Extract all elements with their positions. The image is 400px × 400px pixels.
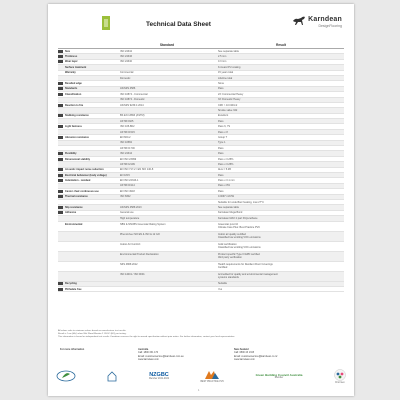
row-result-line: Greenstar post 10 — [218, 222, 239, 226]
row-standard: Indoor Air Comfort — [120, 242, 141, 246]
row-label: Flexibility — [65, 152, 77, 156]
row-result: Pass — [218, 87, 224, 91]
row-result — [218, 253, 344, 259]
row-standard: ISO 10874 - Commercial — [120, 92, 148, 96]
row-standard: ASTM F925 — [120, 119, 134, 123]
row-label: Recycling — [65, 282, 77, 286]
table-header — [58, 42, 344, 49]
row-label: Wear layer — [65, 60, 78, 64]
row-standard: Domestic — [120, 76, 131, 80]
spec-icon — [58, 206, 63, 209]
row-result — [218, 243, 344, 249]
row-standard: AS/NZS 4586 — [120, 87, 136, 91]
contact-title: For more information — [60, 348, 85, 351]
row-standard: EN ISO 23999 — [120, 157, 137, 161]
row-standard: Environmental Product Declaration — [120, 252, 159, 256]
row-result: Group T — [218, 135, 228, 139]
row-standard: ISO 10874 - Domestic — [120, 98, 145, 102]
nzgbc-label: NZGBC — [149, 372, 169, 378]
spec-icon — [58, 211, 63, 214]
row-result-line: Classified low emitting VOC emissions — [218, 245, 261, 249]
row-standard: ASTM F1700 — [120, 146, 135, 150]
spec-icon — [58, 179, 63, 182]
row-result: Suitable for underfloor heating, max 27°C — [218, 200, 264, 204]
row-result-line: Climate Care Plus: Best Practice PVC — [218, 225, 261, 229]
row-label: Surface treatment — [65, 65, 87, 69]
row-standard: ISO 24346 — [120, 55, 132, 59]
row-label: Reaction to fire — [65, 103, 84, 107]
contact-section — [58, 348, 344, 364]
row-label: Thickness — [65, 55, 78, 59]
contact-email-link[interactable]: Email: customerservice@karndean.com.au — [138, 354, 184, 358]
row-label: Slip resistance — [65, 206, 83, 210]
row-result-line: Classified low emitting VOC emissions — [218, 235, 261, 239]
row-result: Pass 6, 7S — [218, 125, 231, 129]
row-standard: AS/NZS 4586:2013 — [120, 206, 142, 210]
row-standard: ISO 24344 — [120, 152, 132, 156]
row-result: See separate table — [218, 206, 239, 210]
row-result-line: Certified — [218, 265, 228, 269]
row-result-line: Health requirements for Resilient Floor Coverings — [218, 262, 273, 266]
row-result — [218, 233, 344, 239]
row-result: See separate table — [218, 49, 239, 53]
row-label: Acoustic impact noise reduction — [65, 168, 104, 172]
row-standard: ASTM F1515 — [120, 130, 135, 134]
row-result: 2.5 mm — [218, 55, 227, 59]
spec-icon — [58, 288, 63, 291]
row-standard: NBS & NSCBS Greenstar Rating System — [120, 222, 166, 226]
row-result: Yes — [218, 287, 223, 291]
spec-icon — [58, 104, 63, 107]
row-standard: ISO 24342 — [120, 49, 132, 53]
spec-icon — [58, 282, 63, 285]
row-standard: EN 1815 — [120, 173, 130, 177]
row-result-line: Product specific Type III EPD certified — [218, 252, 260, 256]
spec-icon — [58, 60, 63, 63]
row-label: Bevelled edge — [65, 82, 82, 86]
contact-email-link[interactable]: Email: customerservice@karndean.co.nz — [234, 354, 278, 358]
row-result: Pass — [218, 146, 224, 150]
row-standard: ISO 8302 — [120, 195, 131, 199]
best-practice-pvc-logo — [201, 370, 225, 383]
row-result: Pass ≤ 8 — [218, 130, 228, 134]
row-standard: EN ISO 4918 — [120, 189, 135, 193]
row-standard: High temperature — [120, 216, 140, 220]
row-standard: EN ISO 24343-1 — [120, 179, 139, 183]
row-label: Stabbing resistance — [65, 114, 89, 118]
row-label: Phthalate free — [65, 287, 82, 291]
row-label: Warranty — [65, 71, 76, 75]
row-label: Standards — [65, 87, 78, 91]
contact-website-link[interactable]: www.karndean.com — [138, 357, 159, 361]
row-result: Pass — [218, 173, 224, 177]
row-result-line: Accredited for quality and environmental management — [218, 272, 278, 276]
row-standard: EN 660-2 — [120, 135, 131, 139]
row-result: Pass ≤ 0.25% — [218, 162, 234, 166]
row-result: Pass ≤ 0.1 mm — [218, 179, 235, 183]
gbca-logo — [256, 373, 303, 379]
column-header: Standard — [159, 43, 175, 47]
table-row — [58, 272, 344, 282]
gbca-label: Green Building Council Australia — [255, 373, 303, 377]
spec-icon — [58, 93, 63, 96]
row-standard: EN ISO 717-2 / EN ISO 140-8 — [120, 168, 154, 172]
row-standard: BS EN 13893 (ASTM) — [120, 114, 145, 118]
row-result: Pass — [218, 152, 224, 156]
row-result: Pass ≤ 8% — [218, 184, 230, 188]
row-label: Adhesive — [65, 211, 77, 215]
row-result: ΔLw = 5 dB — [218, 168, 231, 172]
certification-logos — [56, 367, 346, 385]
spec-icon — [58, 50, 63, 53]
row-result: 0.3 mm — [218, 60, 227, 64]
nzgbc-logo — [149, 372, 169, 380]
contact-heading: Australia — [138, 348, 149, 351]
footnote: All values refer to minimum values based on manufacturer test results. — [58, 330, 127, 332]
row-label: Thermal resistance — [65, 195, 88, 199]
spec-icon — [58, 136, 63, 139]
footnote: Result is 'Low (Mo)' when Wet Wood Monitor 2 CEOO (E2) per testing. — [58, 333, 127, 335]
contact-australia — [138, 348, 184, 361]
footnote: This information is based on independent test results. Karndean reserves the right to amend specification without prior notice. For further information, contact your local representative. — [58, 336, 235, 338]
leaf-icon — [56, 370, 76, 382]
row-standard: Phenol-free ISO EN & ISO & 12 GO — [120, 232, 160, 236]
row-result-line: Gold certification — [218, 242, 237, 246]
row-result: Excellent — [218, 114, 229, 118]
row-result-line: third party verification — [218, 255, 242, 259]
brand-tagline: DesignFlooring — [318, 24, 342, 28]
indoor-air-logo — [107, 370, 117, 383]
row-label: Environmental — [65, 222, 83, 226]
row-label: Abrasion resistance — [65, 135, 89, 139]
row-label: Dimensional stability — [65, 157, 91, 161]
row-result: Pass — [218, 189, 224, 193]
contact-new-zealand — [234, 348, 277, 361]
good-environmental-choice-logo — [56, 370, 76, 383]
data-sheet-page — [48, 4, 354, 396]
spec-icon — [58, 168, 63, 171]
row-label: Size — [65, 49, 71, 53]
row-label: Indentation - residual — [65, 179, 91, 183]
pvc-mark-icon — [203, 370, 221, 380]
spec-icon — [58, 174, 63, 177]
spec-icon — [58, 158, 63, 161]
row-result: 0.0097 m²K/W — [218, 195, 234, 199]
row-result: Lifetime total — [218, 76, 233, 80]
row-result: Karndean MAX 2 part Polyurethane — [218, 216, 258, 220]
row-result-line: systems standards — [218, 275, 239, 279]
table-row — [58, 242, 344, 252]
contact-website-link[interactable]: www.karndean.com — [234, 357, 255, 361]
row-label: Electrical behaviour (body voltage) — [65, 173, 107, 177]
column-header: Result — [275, 43, 287, 47]
row-result: None — [218, 82, 224, 86]
spec-table — [58, 42, 344, 292]
row-result: Karndean Mega Bond — [218, 211, 243, 215]
table-row — [58, 262, 344, 272]
table-row — [58, 222, 344, 232]
table-row — [58, 232, 344, 242]
row-result — [218, 223, 344, 229]
row-result-line: Indoor air quality certified — [218, 232, 246, 236]
row-standard: ISO 24340 — [120, 60, 132, 64]
document-title: Technical Data Sheet — [146, 21, 211, 28]
row-result: CRF > 10 kW/m2 — [218, 103, 238, 107]
environmental-section — [58, 222, 344, 282]
table-body — [58, 49, 344, 222]
spec-icon — [58, 114, 63, 117]
row-standard: AS/NZS 9239.1:2014 — [120, 103, 144, 107]
spec-icon — [58, 87, 63, 90]
row-result: 15 years total — [218, 71, 234, 75]
brand-block — [308, 16, 342, 28]
contact-heading: New Zealand — [234, 348, 249, 351]
row-result: Pass ≤ 0.25% — [218, 157, 234, 161]
row-result: Type 1 — [218, 141, 226, 145]
table-footer-rows — [58, 282, 344, 293]
page-number: 1 — [198, 389, 200, 392]
firstgen-label: First Gen — [335, 381, 345, 384]
row-standard: General use — [120, 211, 134, 215]
manufacturer-logo-icon — [102, 16, 110, 30]
spec-icon — [58, 82, 63, 85]
row-result: Pass — [218, 119, 224, 123]
row-result: K-Guard PU coating — [218, 65, 241, 69]
spec-icon — [58, 195, 63, 198]
row-standard: ISO 105-B02 — [120, 125, 135, 129]
row-standard: ISO 10582 — [120, 141, 132, 145]
row-label: Classification — [65, 92, 82, 96]
spec-icon — [58, 190, 63, 193]
row-standard: ASTM F1914 — [120, 184, 135, 188]
row-result: 23: Commercial Heavy — [218, 92, 244, 96]
row-standard: ISO 14001 / ISO 9001 — [120, 272, 145, 276]
row-result: Smoke value 342 — [218, 108, 238, 112]
row-standard: NZS 4866:2012 — [120, 262, 138, 266]
gbca-member: Member — [274, 377, 284, 379]
table-row — [58, 287, 344, 292]
row-standard: ASTM F2199 — [120, 162, 135, 166]
row-result: Suitable — [218, 282, 228, 286]
spec-icon — [58, 55, 63, 58]
firstgen-logo — [334, 369, 346, 384]
footnotes — [58, 330, 344, 339]
greyhound-logo-icon — [292, 15, 306, 27]
row-label: Light fastness — [65, 125, 82, 129]
spec-icon — [58, 125, 63, 128]
pvc-label: BEST PRACTICE PVC — [200, 380, 225, 383]
brand-name: Karndean — [308, 16, 342, 23]
contact-phone: Call: 0800 43 1315 — [234, 351, 255, 355]
row-result — [218, 263, 344, 269]
row-label: Castor chair continuous use — [65, 189, 99, 193]
row-result — [218, 273, 344, 279]
spec-icon — [58, 152, 63, 155]
row-standard: Commercial — [120, 71, 134, 75]
table-row — [58, 252, 344, 262]
house-icon — [107, 370, 117, 382]
people-icon — [334, 369, 346, 381]
contact-phone: Call: 1800 331 170 — [138, 351, 159, 355]
nzgbc-member: Member 2021-2022 — [148, 378, 170, 380]
row-result: 33: Domestic Heavy — [218, 98, 241, 102]
